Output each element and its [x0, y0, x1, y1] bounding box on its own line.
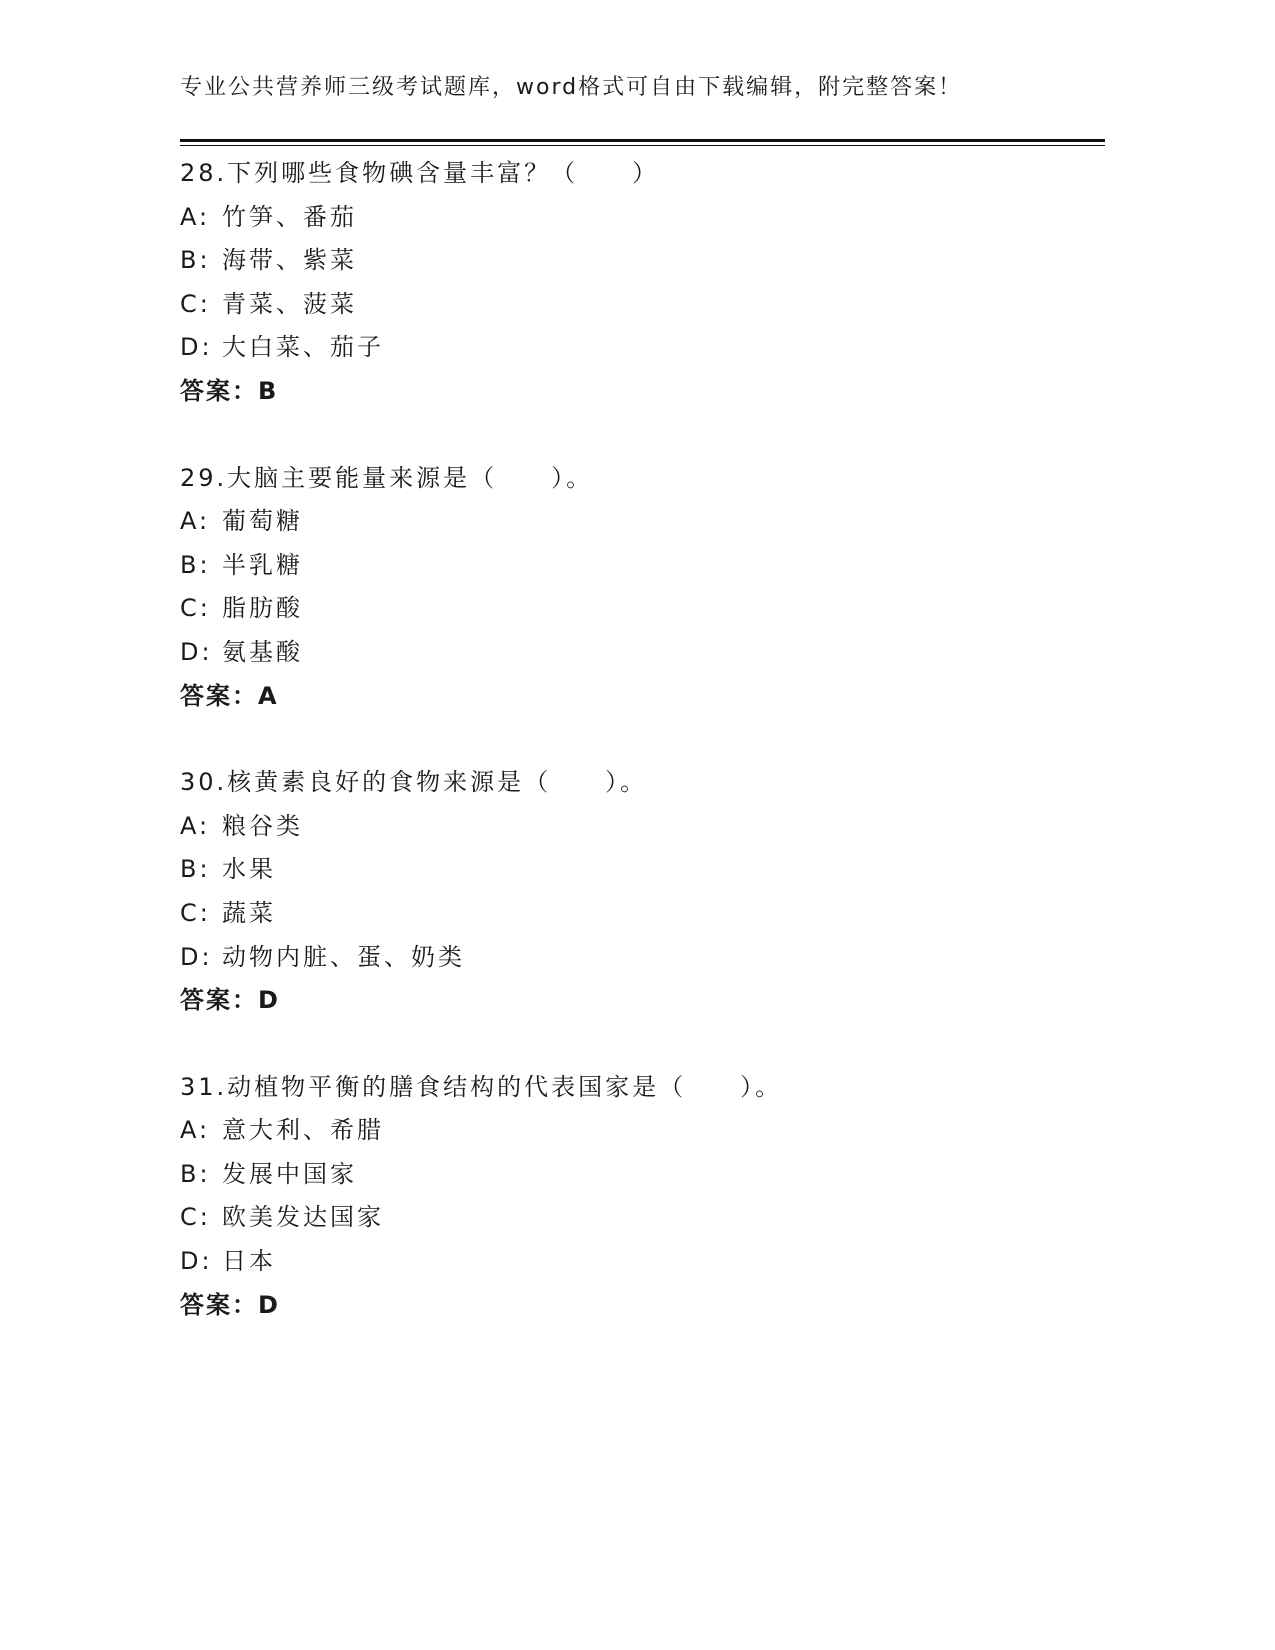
- answer-value: B: [258, 376, 280, 405]
- option-text: 日本: [222, 1247, 276, 1276]
- option-letter: C:: [180, 594, 211, 623]
- option-b: [180, 848, 1105, 892]
- question-stem: 28.下列哪些食物碘含量丰富？（ ）: [180, 159, 660, 187]
- option-letter: C:: [180, 289, 211, 318]
- question-stem: 29.大脑主要能量来源是（ ）。: [180, 463, 594, 492]
- option-letter: B:: [180, 246, 211, 275]
- answer-label: 答案：: [180, 1290, 258, 1319]
- option-text: 半乳糖: [222, 550, 303, 579]
- option-letter: B:: [180, 550, 211, 579]
- option-d: [180, 326, 1105, 370]
- option-c: [180, 587, 1105, 631]
- question-stem: 30.核黄素良好的食物来源是（ ）。: [180, 768, 648, 797]
- option-letter: D:: [180, 942, 213, 971]
- option-letter: D:: [180, 333, 213, 362]
- option-text: 发展中国家: [222, 1159, 357, 1188]
- option-text: 脂肪酸: [222, 594, 303, 623]
- option-c: [180, 283, 1105, 327]
- answer-label: 答案：: [180, 986, 258, 1015]
- option-a: [180, 500, 1105, 544]
- option-letter: D:: [180, 1247, 213, 1276]
- option-letter: C:: [180, 1203, 211, 1232]
- option-text: 蔬菜: [222, 898, 276, 927]
- option-b: [180, 544, 1105, 588]
- option-text: 海带、紫菜: [222, 246, 357, 275]
- option-c: [180, 892, 1105, 936]
- answer-line: [180, 370, 1105, 414]
- option-d: [180, 1240, 1105, 1284]
- option-b: [180, 239, 1105, 283]
- option-d: [180, 936, 1105, 980]
- answer-value: D: [258, 986, 281, 1015]
- answer-label: 答案：: [180, 376, 258, 405]
- option-letter: A:: [180, 507, 211, 536]
- option-a: [180, 805, 1105, 849]
- option-letter: D:: [180, 637, 213, 666]
- option-letter: B:: [180, 1159, 211, 1188]
- header-rule-thin: [180, 145, 1105, 146]
- option-letter: A:: [180, 1116, 211, 1145]
- answer-line: [180, 675, 1105, 719]
- option-letter: A:: [180, 811, 211, 840]
- option-a: [180, 1109, 1105, 1153]
- option-a: [180, 196, 1105, 240]
- option-text: 动物内脏、蛋、奶类: [222, 942, 465, 971]
- answer-value: D: [258, 1290, 281, 1319]
- option-text: 葡萄糖: [222, 507, 303, 536]
- option-d: [180, 631, 1105, 675]
- answer-value: A: [258, 681, 280, 710]
- option-letter: A:: [180, 202, 211, 231]
- option-text: 竹笋、番茄: [222, 202, 357, 231]
- option-text: 欧美发达国家: [222, 1203, 384, 1232]
- option-text: 水果: [222, 855, 276, 884]
- question-29: [180, 457, 1105, 719]
- answer-label: 答案：: [180, 681, 258, 710]
- header-rule-thick: [180, 139, 1105, 142]
- option-text: 粮谷类: [222, 811, 303, 840]
- option-text: 青菜、菠菜: [222, 289, 357, 318]
- question-30: [180, 761, 1105, 1023]
- option-text: 意大利、希腊: [222, 1116, 384, 1145]
- page-header: 专业公共营养师三级考试题库，word格式可自由下载编辑，附完整答案！: [180, 75, 963, 100]
- answer-line: [180, 979, 1105, 1023]
- option-letter: B:: [180, 855, 211, 884]
- option-b: [180, 1153, 1105, 1197]
- option-letter: C:: [180, 898, 211, 927]
- option-text: 大白菜、茄子: [222, 333, 384, 362]
- question-28: [180, 152, 1105, 414]
- question-stem: 31.动植物平衡的膳食结构的代表国家是（ ）。: [180, 1072, 783, 1101]
- option-text: 氨基酸: [222, 637, 303, 666]
- question-31: [180, 1066, 1105, 1328]
- option-c: [180, 1196, 1105, 1240]
- question-list: [180, 152, 1105, 1370]
- answer-line: [180, 1284, 1105, 1328]
